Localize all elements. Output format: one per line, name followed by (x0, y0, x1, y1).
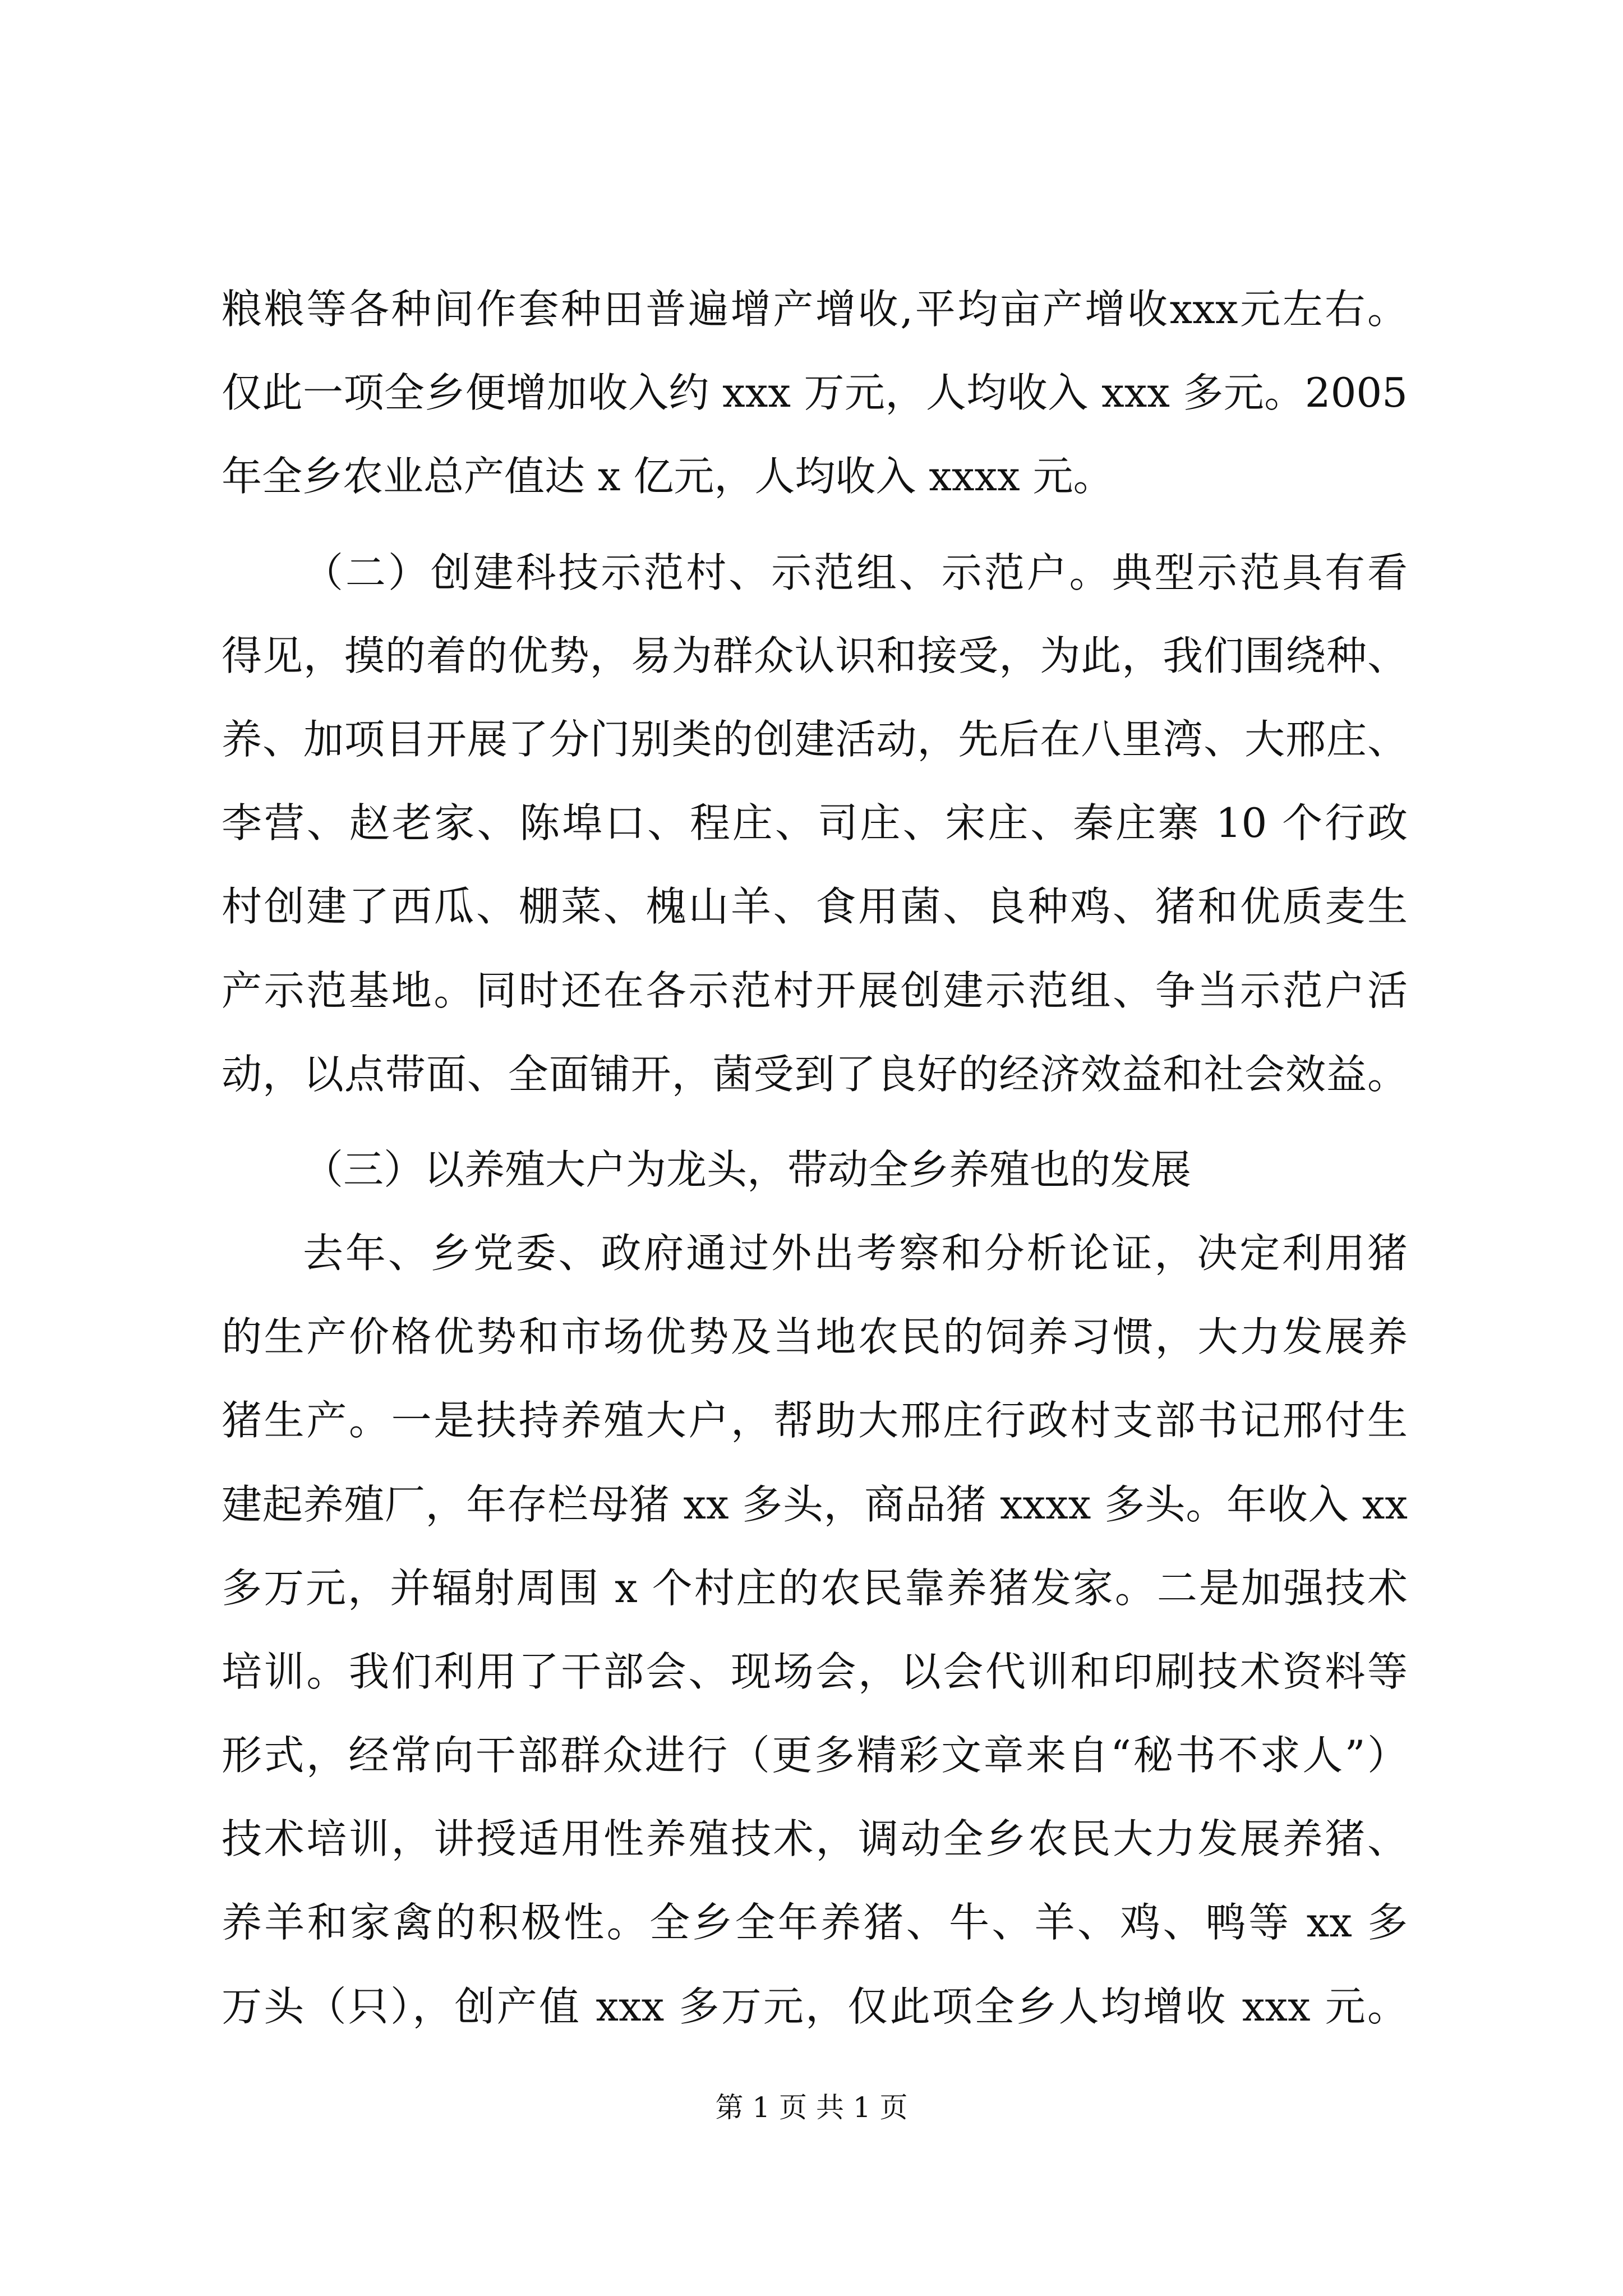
text-line: 多万元，并辐射周围 x 个村庄的农民靠养猪发家。二是加强技术 (222, 1565, 1408, 1612)
text-line: 得见，摸的着的优势，易为群众认识和接受，为此，我们围绕种、 (222, 632, 1408, 679)
text-line: 养羊和家禽的积极性。全乡全年养猪、牛、羊、鸡、鸭等 xx 多 (222, 1899, 1408, 1946)
page-number-footer: 第 1 页 共 1 页 (715, 2091, 908, 2124)
paragraph-heading: （二）创建科技示范村、示范组、示范户。典型示范具有看 (303, 549, 1408, 596)
text-line: 技术培训，讲授适用性养殖技术，调动全乡农民大力发展养猪、 (222, 1815, 1408, 1862)
text-line: 粮粮等各种间作套种田普遍增产增收,平均亩产增收xxx元左右。 (222, 286, 1408, 333)
text-line: 动，以点带面、全面铺开，菌受到了良好的经济效益和社会效益。 (222, 1051, 1408, 1098)
text-line: 形式，经常向干部群众进行（更多精彩文章来自“秘书不求人”） (222, 1732, 1408, 1779)
paragraph-heading: （三）以养殖大户为龙头，带动全乡养殖也的发展 (303, 1146, 1192, 1193)
text-line: 年全乡农业总产值达 x 亿元，人均收入 xxxx 元。 (222, 453, 1114, 500)
text-line: 万头（只），创产值 xxx 多万元，仅此项全乡人均增收 xxx 元。 (222, 1983, 1408, 2030)
text-line: 产示范基地。同时还在各示范村开展创建示范组、争当示范户活 (222, 967, 1408, 1014)
text-line: 仅此一项全乡便增加收入约 xxx 万元，人均收入 xxx 多元。2005 (222, 369, 1408, 416)
text-line: 的生产价格优势和市场优势及当地农民的饲养习惯，大力发展养 (222, 1313, 1408, 1360)
text-line: 培训。我们利用了干部会、现场会，以会代训和印刷技术资料等 (222, 1648, 1408, 1695)
text-line: 村创建了西瓜、棚菜、槐山羊、食用菌、良种鸡、猪和优质麦生 (222, 883, 1408, 930)
text-line: 建起养殖厂，年存栏母猪 xx 多头，商品猪 xxxx 多头。年收入 xx (222, 1481, 1408, 1528)
text-line: 养、加项目开展了分门别类的创建活动，先后在八里湾、大邢庄、 (222, 716, 1408, 763)
text-line: 去年、乡党委、政府通过外出考察和分析论证，决定利用猪 (303, 1230, 1408, 1277)
text-line: 李营、赵老家、陈埠口、程庄、司庄、宋庄、秦庄寨 10 个行政 (222, 799, 1408, 846)
text-line: 猪生产。一是扶持养殖大户，帮助大邢庄行政村支部书记邢付生 (222, 1397, 1408, 1444)
